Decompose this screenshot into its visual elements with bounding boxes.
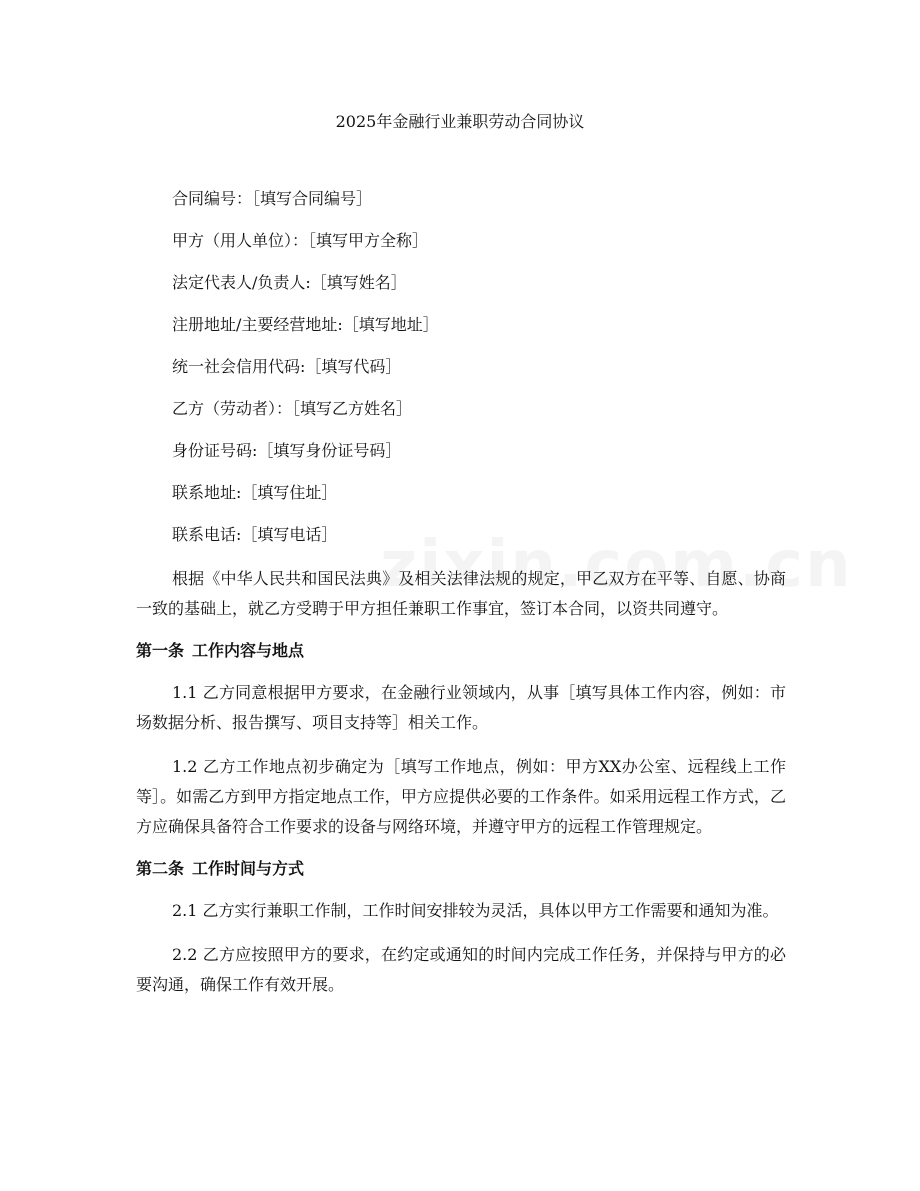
clause-1-1: 1.1 乙方同意根据甲方要求，在金融行业领域内，从事［填写具体工作内容，例如：市场数据分析、报告撰写、项目支持等］相关工作。 (136, 683, 786, 732)
field-contact-phone: 联系电话:［填写电话］ (172, 525, 338, 544)
field-credit-code: 统一社会信用代码:［填写代码］ (172, 357, 402, 376)
document-title: 2025年金融行业兼职劳动合同协议 (335, 112, 585, 131)
contract-field-list (172, 186, 439, 564)
section-title: 工作内容与地点 (192, 641, 305, 660)
field-registered-address: 注册地址/主要经营地址:［填写地址］ (172, 315, 439, 334)
clause-2-1: 2.1 乙方实行兼职工作制，工作时间安排较为灵活，具体以甲方工作需要和通知为准。 (172, 901, 779, 920)
field-legal-representative: 法定代表人/负责人:［填写姓名］ (172, 273, 407, 292)
section-number: 第一条 (136, 641, 185, 660)
field-party-a: 甲方（用人单位）：［填写甲方全称］ (172, 231, 429, 250)
section-heading-1 (136, 638, 786, 664)
contract-body (136, 564, 786, 1014)
field-contact-address: 联系地址:［填写住址］ (172, 483, 338, 502)
clause-2-2: 2.2 乙方应按照甲方的要求，在约定或通知的时间内完成工作任务，并保持与甲方的必要沟通，确保工作有效开展。 (136, 945, 786, 994)
section-heading-2 (136, 856, 786, 882)
field-party-b: 乙方（劳动者）：［填写乙方姓名］ (172, 399, 413, 418)
field-id-number: 身份证号码:［填写身份证号码］ (172, 441, 402, 460)
preamble-paragraph: 根据《中华人民共和国民法典》及相关法律法规的规定，甲乙双方在平等、自愿、协商一致的基础上，就乙方受聘于甲方担任兼职工作事宜，签订本合同，以资共同遵守。 (136, 569, 786, 618)
field-contract-number: 合同编号：［填写合同编号］ (172, 189, 373, 208)
section-number: 第二条 (136, 859, 185, 878)
clause-1-2: 1.2 乙方工作地点初步确定为［填写工作地点，例如：甲方XX办公室、远程线上工作等］。如需乙方到甲方指定地点工作，甲方应提供必要的工作条件。如采用远程工作方式，乙方应确保具备符合工作要求的设备与网络环境，并遵守甲方的远程工作管理规定。 (136, 757, 786, 836)
section-title: 工作时间与方式 (192, 859, 305, 878)
